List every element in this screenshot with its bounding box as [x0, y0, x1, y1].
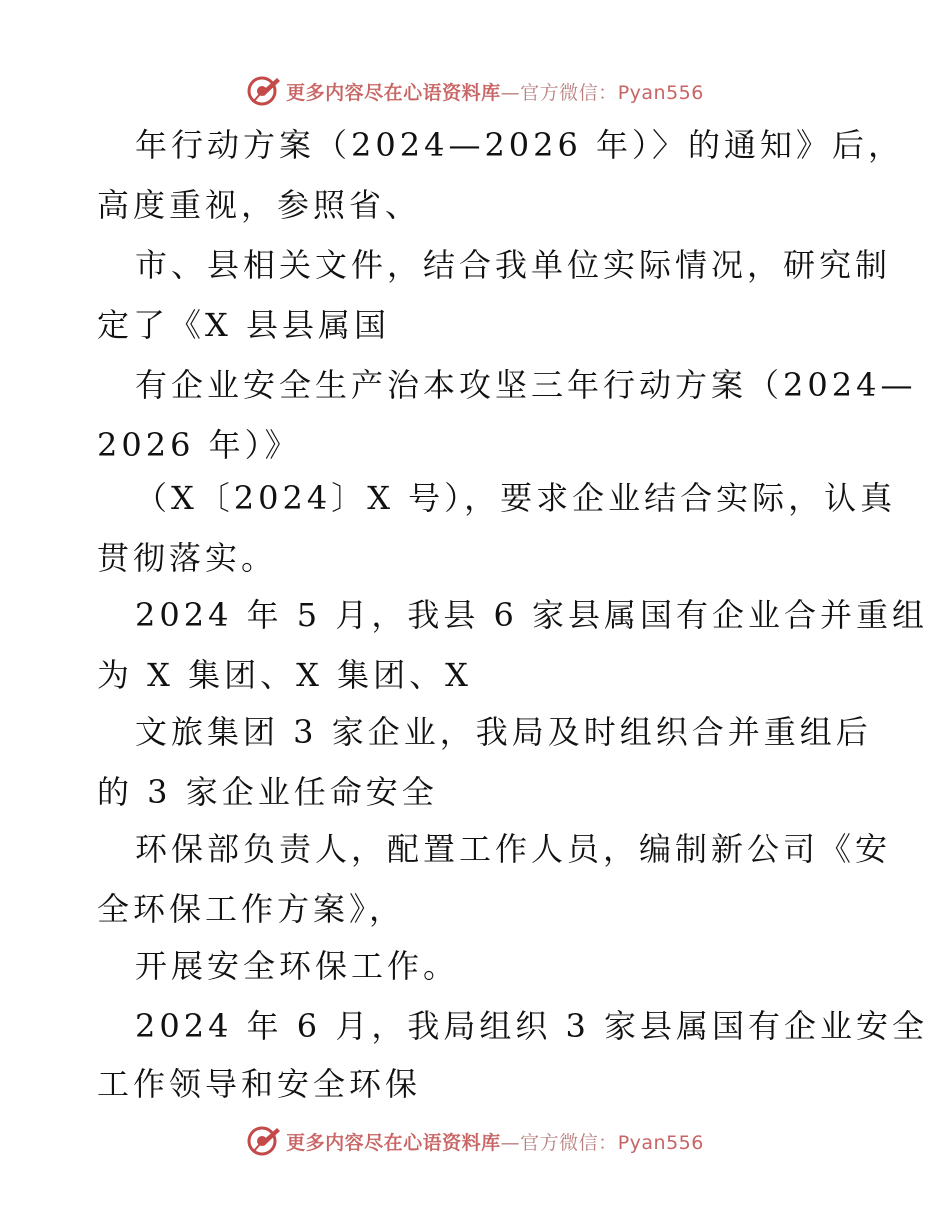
- watermark-dash: —: [500, 1131, 521, 1154]
- body-line: 定了《X 县县属国: [97, 306, 390, 344]
- watermark-id: Pyan556: [617, 1131, 704, 1154]
- pen-logo-icon: [246, 73, 282, 109]
- watermark-dash: —: [500, 81, 521, 104]
- watermark-id: Pyan556: [617, 81, 704, 104]
- body-line: 2024 年 6 月，我局组织 3 家县属国有企业安全: [135, 1007, 929, 1045]
- body-line: （X〔2024〕X 号），要求企业结合实际，认真: [135, 479, 897, 517]
- body-line: 开展安全环保工作。: [135, 947, 460, 985]
- body-line: 市、县相关文件，结合我单位实际情况，研究制: [135, 246, 892, 284]
- body-line: 2026 年）》: [97, 426, 301, 464]
- watermark-main-text: 更多内容尽在心语资料库: [286, 81, 501, 104]
- body-line: 工作领导和安全环保: [97, 1065, 422, 1103]
- body-line: 贯彻落实。: [97, 539, 278, 577]
- watermark-main-text: 更多内容尽在心语资料库: [286, 1131, 501, 1154]
- body-line: 文旅集团 3 家企业，我局及时组织合并重组后: [135, 713, 872, 751]
- watermark-sub-text: 官方微信：: [520, 1131, 618, 1154]
- pen-logo-icon: [246, 1123, 282, 1159]
- body-line: 的 3 家企业任命安全: [97, 773, 438, 811]
- body-line: 环保部负责人，配置工作人员，编制新公司《安: [135, 830, 892, 868]
- watermark-sub-text: 官方微信：: [520, 81, 618, 104]
- body-line: 有企业安全生产治本攻坚三年行动方案（2024—: [135, 366, 917, 404]
- body-line: 为 X 集团、X 集团、X: [97, 656, 472, 694]
- body-line: 年行动方案（2024—2026 年）〉的通知》后，: [135, 126, 905, 164]
- header-watermark: [0, 71, 950, 111]
- footer-watermark: [0, 1121, 950, 1161]
- body-line: 全环保工作方案》，: [97, 890, 406, 928]
- body-line: 高度重视，参照省、: [97, 186, 422, 224]
- body-line: 2024 年 5 月，我县 6 家县属国有企业合并重组: [135, 596, 929, 634]
